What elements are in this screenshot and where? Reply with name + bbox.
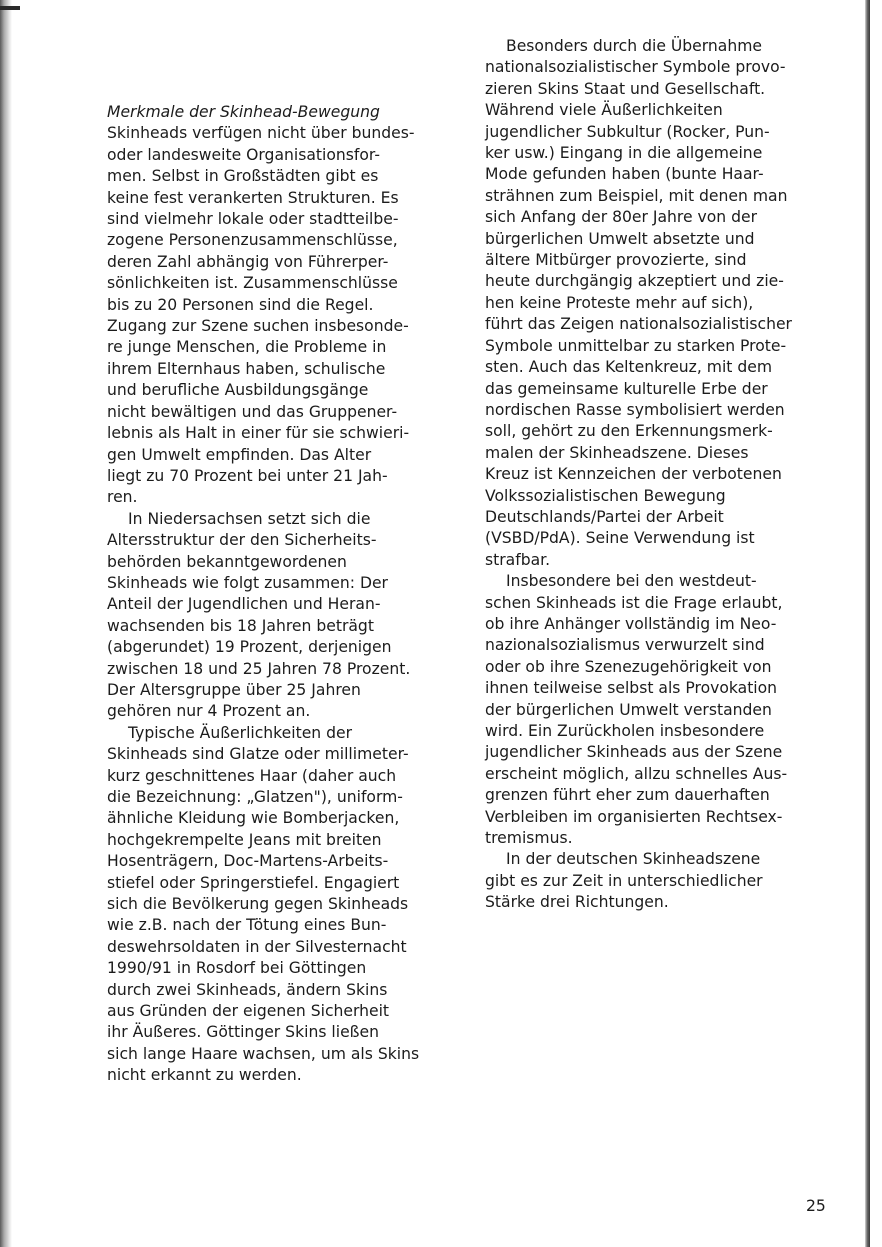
text-line: strähnen zum Beispiel, mit denen man (485, 186, 788, 205)
text-line: (VSBD/PdA). Seine Verwendung ist (485, 529, 755, 548)
text-line: hen keine Proteste mehr auf sich), (485, 293, 754, 312)
text-line: deren Zahl abhängig von Führerper- (107, 252, 389, 271)
text-line: tremismus. (485, 829, 573, 848)
text-line: Anteil der Jugendlichen und Heran- (107, 595, 381, 614)
text-line: der bürgerlichen Umwelt verstanden (485, 700, 772, 719)
text-line: malen der Skinheadszene. Dieses (485, 443, 749, 462)
text-line: Altersstruktur der den Sicherheits- (107, 531, 377, 550)
text-line: aus Gründen der eigenen Sicherheit (107, 1002, 390, 1021)
text-line: führt das Zeigen nationalsozialistischer (485, 315, 792, 334)
text-line: Hosenträgern, Doc-Martens-Arbeits- (107, 852, 389, 871)
text-line: nazionalsozialismus verwurzelt sind (485, 636, 765, 655)
text-line: nicht erkannt zu werden. (107, 1066, 302, 1085)
text-line: sich Anfang der 80er Jahre von der (485, 208, 758, 227)
text-line: sich lange Haare wachsen, um als Skins (107, 1044, 420, 1063)
text-line: bis zu 20 Personen sind die Regel. (107, 295, 374, 314)
text-line: Zugang zur Szene suchen insbesonde- (107, 317, 409, 336)
text-line: In Niedersachsen setzt sich die (128, 509, 371, 528)
text-line: jugendlicher Skinheads aus der Szene (485, 743, 783, 762)
text-line: ähnliche Kleidung wie Bomberjacken, (107, 809, 400, 828)
text-line: Besonders durch die Übernahme (506, 37, 763, 55)
text-line: ob ihre Anhänger vollständig im Neo- (485, 614, 777, 633)
text-line: Der Altersgruppe über 25 Jahren (107, 680, 361, 699)
text-line: In der deutschen Skinheadszene (506, 850, 761, 869)
text-line: Skinheads verfügen nicht über bundes- (107, 124, 415, 143)
text-line: (abgerundet) 19 Prozent, derjenigen (107, 638, 392, 657)
scan-left-edge (0, 0, 12, 1247)
text-line: stiefel oder Springerstiefel. Engagiert (107, 873, 400, 892)
text-line: Verbleiben im organisierten Rechtsex- (485, 807, 783, 826)
text-line: heute durchgängig akzeptiert und zie- (485, 272, 784, 291)
text-line: zwischen 18 und 25 Jahren 78 Prozent. (107, 659, 411, 678)
text-line: sönlichkeiten ist. Zusammenschlüsse (107, 274, 398, 293)
text-line: zogene Personenzusammenschlüsse, (107, 231, 398, 250)
text-line: keine fest verankerten Strukturen. Es (107, 188, 399, 207)
text-line: durch zwei Skinheads, ändern Skins (107, 980, 388, 999)
text-line: liegt zu 70 Prozent bei unter 21 Jah- (107, 466, 388, 485)
text-line: Skinheads sind Glatze oder millimeter- (107, 745, 409, 764)
text-line: gen Umwelt empfinden. Das Alter (107, 445, 372, 464)
text-line: Symbole unmittelbar zu starken Prote- (485, 336, 787, 355)
text-line: ren. (107, 488, 138, 507)
page-number: 25 (806, 1197, 826, 1215)
text-line: oder ob ihre Szenezugehörigkeit von (485, 657, 772, 676)
text-line: ihrem Elternhaus haben, schulische (107, 359, 386, 378)
text-line: wachsenden bis 18 Jahren beträgt (107, 616, 374, 635)
text-line: lebnis als Halt in einer für sie schwieri- (107, 424, 410, 443)
text-line: oder landesweite Organisationsfor- (107, 145, 380, 164)
text-line: soll, gehört zu den Erkennungsmerk- (485, 422, 773, 441)
text-line: bürgerlichen Umwelt absetzte und (485, 229, 755, 248)
text-line: re junge Menschen, die Probleme in (107, 338, 387, 357)
text-line: Insbesondere bei den westdeut- (506, 572, 757, 591)
text-line: Während viele Äußerlichkeiten (485, 101, 723, 120)
left-column (107, 102, 457, 1087)
text-line: wird. Ein Zurückholen insbesondere (485, 722, 765, 740)
text-line: nicht bewältigen und das Gruppener- (107, 402, 398, 421)
text-line: wie z.B. nach der Tötung eines Bun- (107, 916, 387, 935)
text-line: sten. Auch das Keltenkreuz, mit dem (485, 358, 773, 377)
text-line: behörden bekanntgewordenen (107, 552, 347, 571)
text-line: Skinheads wie folgt zusammen: Der (107, 573, 388, 592)
text-line: ker usw.) Eingang in die allgemeine (485, 144, 763, 163)
text-line: kurz geschnittenes Haar (daher auch (107, 766, 397, 785)
text-line: deswehrsoldaten in der Silvesternacht (107, 937, 407, 956)
right-column (485, 36, 835, 914)
text-line: erscheint möglich, allzu schnelles Aus- (485, 764, 788, 783)
text-line: Volkssozialistischen Bewegung (485, 486, 726, 505)
text-line: und berufliche Ausbildungsgänge (107, 381, 369, 400)
text-line: ihr Äußeres. Göttinger Skins ließen (107, 1023, 379, 1042)
text-line: hochgekrempelte Jeans mit breiten (107, 830, 382, 849)
text-line: zieren Skins Staat und Gesellschaft. (485, 79, 766, 98)
text-line: sind vielmehr lokale oder stadtteilbe- (107, 210, 399, 229)
text-line: gehören nur 4 Prozent an. (107, 702, 311, 721)
text-line: das gemeinsame kulturelle Erbe der (485, 379, 768, 398)
section-heading: Merkmale der Skinhead-Bewegung (107, 103, 380, 121)
text-line: schen Skinheads ist die Frage erlaubt, (485, 593, 783, 612)
text-line: ältere Mitbürger provozierte, sind (485, 251, 747, 270)
text-line: Kreuz ist Kennzeichen der verbotenen (485, 465, 782, 484)
text-line: 1990/91 in Rosdorf bei Göttingen (107, 959, 367, 978)
text-line: nationalsozialistischer Symbole provo- (485, 58, 786, 77)
text-line: men. Selbst in Großstädten gibt es (107, 167, 379, 186)
text-line: strafbar. (485, 550, 551, 569)
text-line: sich die Bevölkerung gegen Skinheads (107, 895, 409, 914)
text-line: Deutschlands/Partei der Arbeit (485, 507, 724, 526)
text-line: Typische Äußerlichkeiten der (128, 723, 353, 742)
text-line: gibt es zur Zeit in unterschiedlicher (485, 871, 763, 890)
scan-corner-mark (0, 6, 20, 10)
text-line: Stärke drei Richtungen. (485, 893, 669, 912)
text-line: jugendlicher Subkultur (Rocker, Pun- (485, 122, 770, 141)
text-line: die Bezeichnung: „Glatzen"), uniform- (107, 788, 403, 806)
text-line: nordischen Rasse symbolisiert werden (485, 400, 785, 419)
text-line: ihnen teilweise selbst als Provokation (485, 679, 778, 698)
scan-right-edge (865, 0, 870, 1247)
text-line: Mode gefunden haben (bunte Haar- (485, 165, 764, 184)
text-line: grenzen führt eher zum dauerhaften (485, 786, 770, 805)
